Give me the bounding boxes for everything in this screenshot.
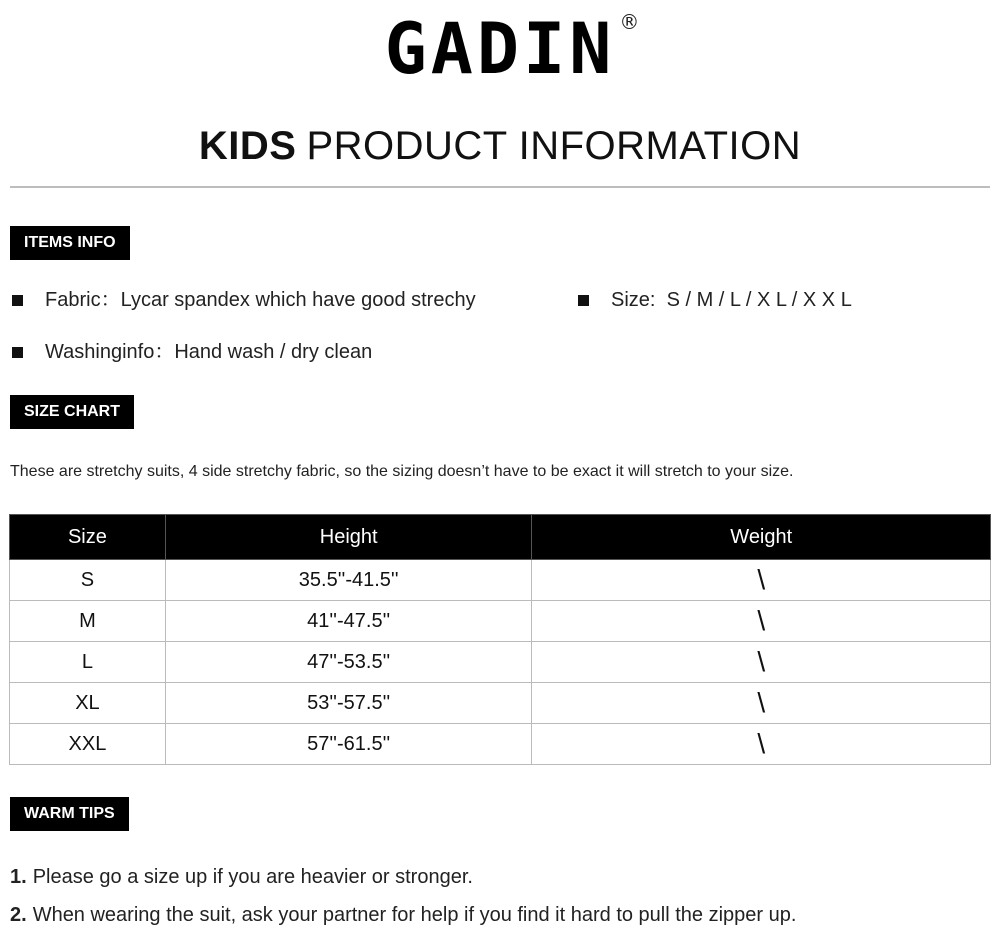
header-size: Size [10, 515, 166, 560]
bullet-icon [12, 347, 23, 358]
page-title [0, 122, 1000, 170]
cell-size: M [10, 601, 166, 642]
table-row [10, 683, 991, 724]
registered-mark: ® [619, 10, 640, 34]
items-info-badge: ITEMS INFO [10, 226, 130, 260]
cell-height: 47''-53.5'' [165, 642, 532, 683]
tip-text: Please go a size up if you are heavier or stronger. [32, 866, 473, 888]
bullet-icon [12, 295, 23, 306]
size-text: Size: S / M / L / X L / X X L [611, 289, 852, 311]
table-row [10, 601, 991, 642]
size-chart-badge: SIZE CHART [10, 395, 134, 429]
cell-height: 41''-47.5'' [165, 601, 532, 642]
brand-name: GADIN [384, 8, 616, 90]
title-kids: KIDS [198, 124, 297, 168]
washing-info [12, 339, 372, 365]
tip-1 [10, 864, 473, 890]
title-rest: PRODUCT INFORMATION [306, 124, 802, 168]
table-row [10, 642, 991, 683]
cell-weight: \ [532, 683, 991, 724]
cell-weight: \ [532, 560, 991, 601]
divider [10, 186, 990, 188]
cell-size: S [10, 560, 166, 601]
fabric-text: Fabric：Lycar spandex which have good strechy [45, 289, 476, 311]
cell-weight: \ [532, 642, 991, 683]
table-row [10, 560, 991, 601]
cell-weight: \ [532, 724, 991, 765]
washing-text: Washinginfo：Hand wash / dry clean [45, 341, 373, 363]
header-height: Height [165, 515, 532, 560]
warm-tips-badge: WARM TIPS [10, 797, 129, 831]
tip-text: When wearing the suit, ask your partner for help if you find it hard to pull the zipper up. [32, 904, 797, 926]
size-info [578, 287, 852, 313]
tip-2 [10, 902, 796, 928]
bullet-icon [578, 295, 589, 306]
fabric-info [12, 287, 476, 313]
cell-size: L [10, 642, 166, 683]
size-table [9, 514, 991, 765]
cell-weight: \ [532, 601, 991, 642]
header-weight: Weight [532, 515, 991, 560]
cell-size: XXL [10, 724, 166, 765]
table-row [10, 724, 991, 765]
cell-size: XL [10, 683, 166, 724]
tip-number: 2. [10, 904, 27, 926]
cell-height: 53''-57.5'' [165, 683, 532, 724]
tip-number: 1. [10, 866, 27, 888]
size-chart-note: These are stretchy suits, 4 side stretchy fabric, so the sizing doesn’t have to be exact it will stretch to your size. [10, 463, 794, 480]
cell-height: 35.5''-41.5'' [165, 560, 532, 601]
table-header-row [10, 515, 991, 560]
brand-logo [0, 8, 1000, 90]
cell-height: 57''-61.5'' [165, 724, 532, 765]
